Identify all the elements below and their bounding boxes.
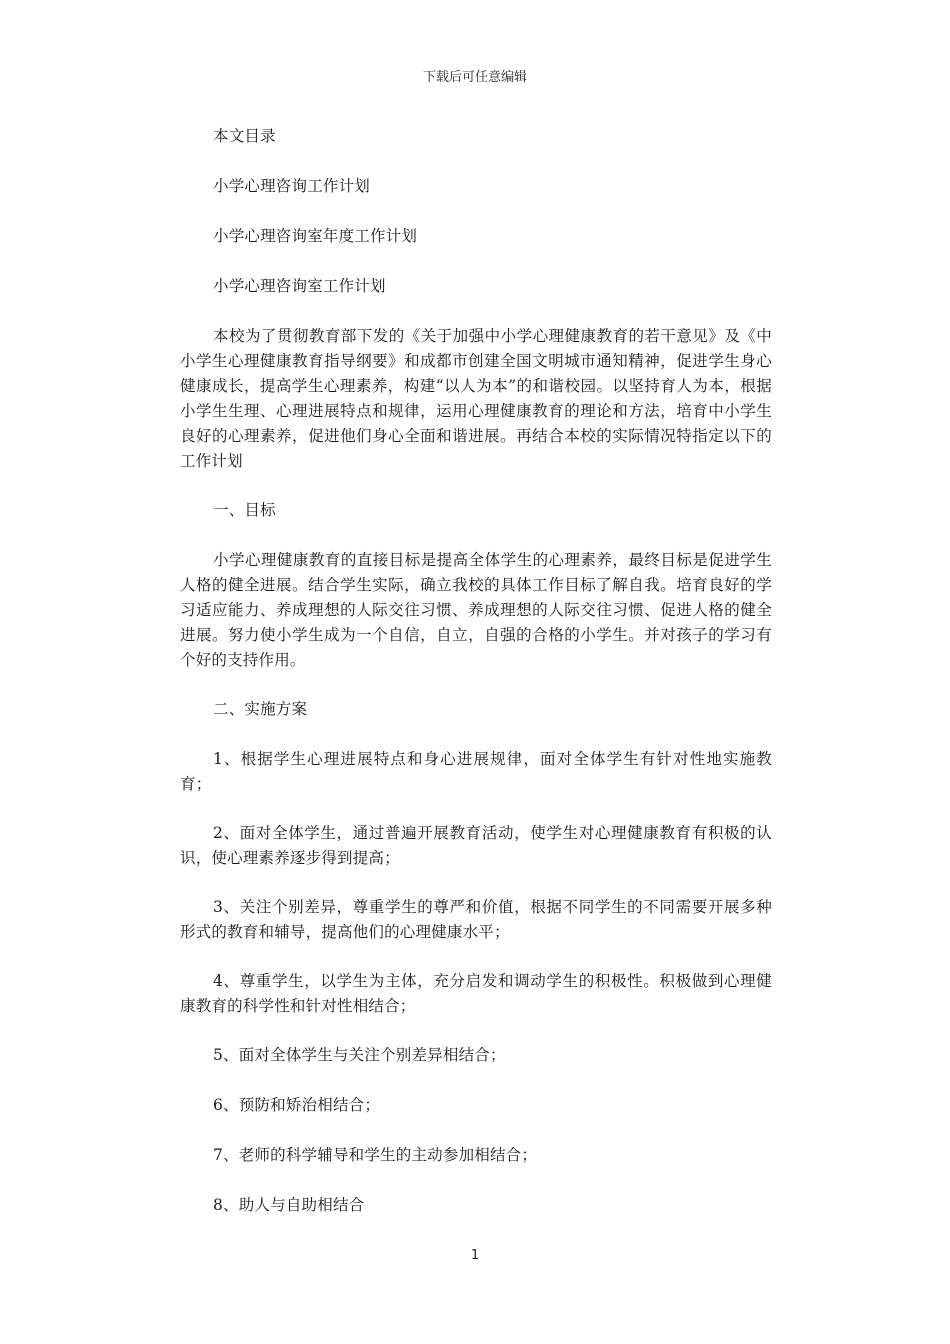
toc-item: 小学心理咨询室年度工作计划: [213, 227, 418, 245]
toc-item: 小学心理咨询工作计划: [213, 177, 371, 195]
toc-title: 本文目录: [213, 127, 276, 145]
list-item: 3、关注个别差异，尊重学生的尊严和价值，根据不同学生的不同需要开展多种形式的教育和辅导，提高他们的心理健康水平；: [180, 898, 772, 941]
page-header: 下载后可任意编辑: [422, 70, 527, 85]
list-item: 7、老师的科学辅导和学生的主动参加相结合；: [213, 1146, 538, 1164]
section-heading: 二、实施方案: [213, 700, 308, 718]
list-item: 6、预防和矫治相结合；: [213, 1096, 381, 1114]
list-item: 4、尊重学生，以学生为主体，充分启发和调动学生的积极性。积极做到心理健康教育的科学性和针对性相结合；: [180, 972, 772, 1015]
page-number: 1: [470, 1248, 480, 1263]
section-heading: 一、目标: [213, 501, 276, 519]
section-paragraph: 小学心理健康教育的直接目标是提高全体学生的心理素养，最终目标是促进学生人格的健全进展。结合学生实际，确立我校的具体工作目标了解自我。培育良好的学习适应能力、养成理想的人际交往习惯、养成理想的人际交往习惯、促进人格的健全进展。努力使小学生成为一个自信，自立，自强的合格的小学生。并对孩子的学习有个好的支持作用。: [180, 551, 772, 669]
list-item: 5、面对全体学生与关注个别差异相结合；: [213, 1046, 506, 1064]
document-body: [180, 124, 772, 1243]
intro-paragraph: 本校为了贯彻教育部下发的《关于加强中小学心理健康教育的若干意见》及《中小学生心理健康教育指导纲要》和成都市创建全国文明城市通知精神，促进学生身心健康成长，提高学生心理素养，构建“以人为本”的和谐校园。以坚持育人为本，根据小学生生理、心理进展特点和规律，运用心理健康教育的理论和方法，培育中小学生良好的心理素养，促进他们身心全面和谐进展。再结合本校的实际情况特指定以下的工作计划: [180, 327, 772, 470]
list-item: 2、面对全体学生，通过普遍开展教育活动，使学生对心理健康教育有积极的认识，使心理素养逐步得到提高；: [180, 824, 772, 867]
list-item: 8、助人与自助相结合: [213, 1196, 365, 1214]
list-item: 1、根据学生心理进展特点和身心进展规律，面对全体学生有针对性地实施教育；: [180, 750, 772, 793]
toc-item: 小学心理咨询室工作计划: [213, 277, 386, 295]
